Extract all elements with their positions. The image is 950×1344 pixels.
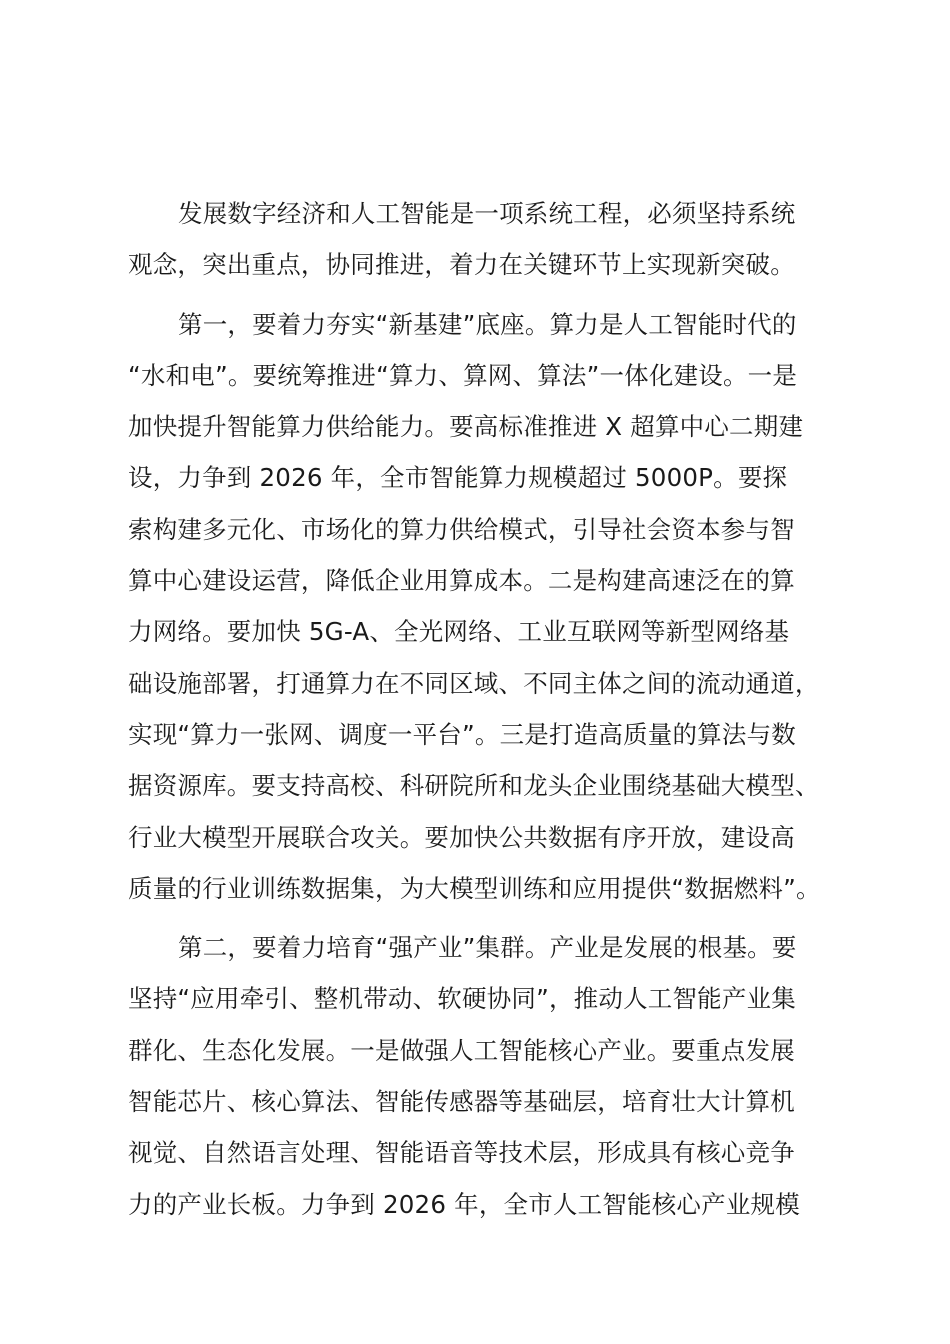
text-line: 视觉、自然语言处理、智能语音等技术层，形成具有核心竞争 bbox=[128, 1138, 795, 1168]
text-line: 坚持“应用牵引、整机带动、软硬协同”，推动人工智能产业集 bbox=[128, 984, 796, 1014]
text-line: 设，力争到 2026 年，全市智能算力规模超过 5000P。要探 bbox=[128, 463, 788, 493]
paragraph-second-point bbox=[128, 928, 848, 1236]
text-line: 实现“算力一张网、调度一平台”。三是打造高质量的算法与数 bbox=[128, 719, 796, 749]
text-line: 行业大模型开展联合攻关。要加快公共数据有序开放，建设高 bbox=[128, 822, 795, 852]
text-line: 第二，要着力培育“强产业”集群。产业是发展的根基。要 bbox=[178, 933, 797, 963]
text-line: 加快提升智能算力供给能力。要高标准推进 X 超算中心二期建 bbox=[128, 412, 804, 442]
text-line: 群化、生态化发展。一是做强人工智能核心产业。要重点发展 bbox=[128, 1035, 795, 1065]
paragraph-first-point bbox=[128, 305, 848, 921]
text-line: 第一，要着力夯实“新基建”底座。算力是人工智能时代的 bbox=[178, 309, 797, 339]
text-line: 发展数字经济和人工智能是一项系统工程，必须坚持系统 bbox=[178, 199, 796, 228]
text-line: 础设施部署，打通算力在不同区域、不同主体之间的流动通道， bbox=[128, 668, 820, 698]
text-line: 据资源库。要支持高校、科研院所和龙头企业围绕基础大模型、 bbox=[128, 771, 820, 801]
document-body bbox=[128, 194, 848, 1244]
text-line: 索构建多元化、市场化的算力供给模式，引导社会资本参与智 bbox=[128, 514, 795, 544]
text-line: 观念，突出重点，协同推进，着力在关键环节上实现新突破。 bbox=[128, 250, 795, 280]
text-line: 力的产业长板。力争到 2026 年，全市人工智能核心产业规模 bbox=[128, 1189, 800, 1219]
text-line: 力网络。要加快 5G-A、全光网络、工业互联网等新型网络基 bbox=[128, 617, 790, 647]
text-line: 算中心建设运营，降低企业用算成本。二是构建高速泛在的算 bbox=[128, 566, 795, 596]
text-line: “水和电”。要统筹推进“算力、算网、算法”一体化建设。一是 bbox=[128, 360, 798, 390]
text-line: 智能芯片、核心算法、智能传感器等基础层，培育壮大计算机 bbox=[128, 1087, 795, 1117]
text-line: 质量的行业训练数据集，为大模型训练和应用提供“数据燃料”。 bbox=[128, 873, 821, 903]
paragraph-intro bbox=[128, 194, 848, 297]
